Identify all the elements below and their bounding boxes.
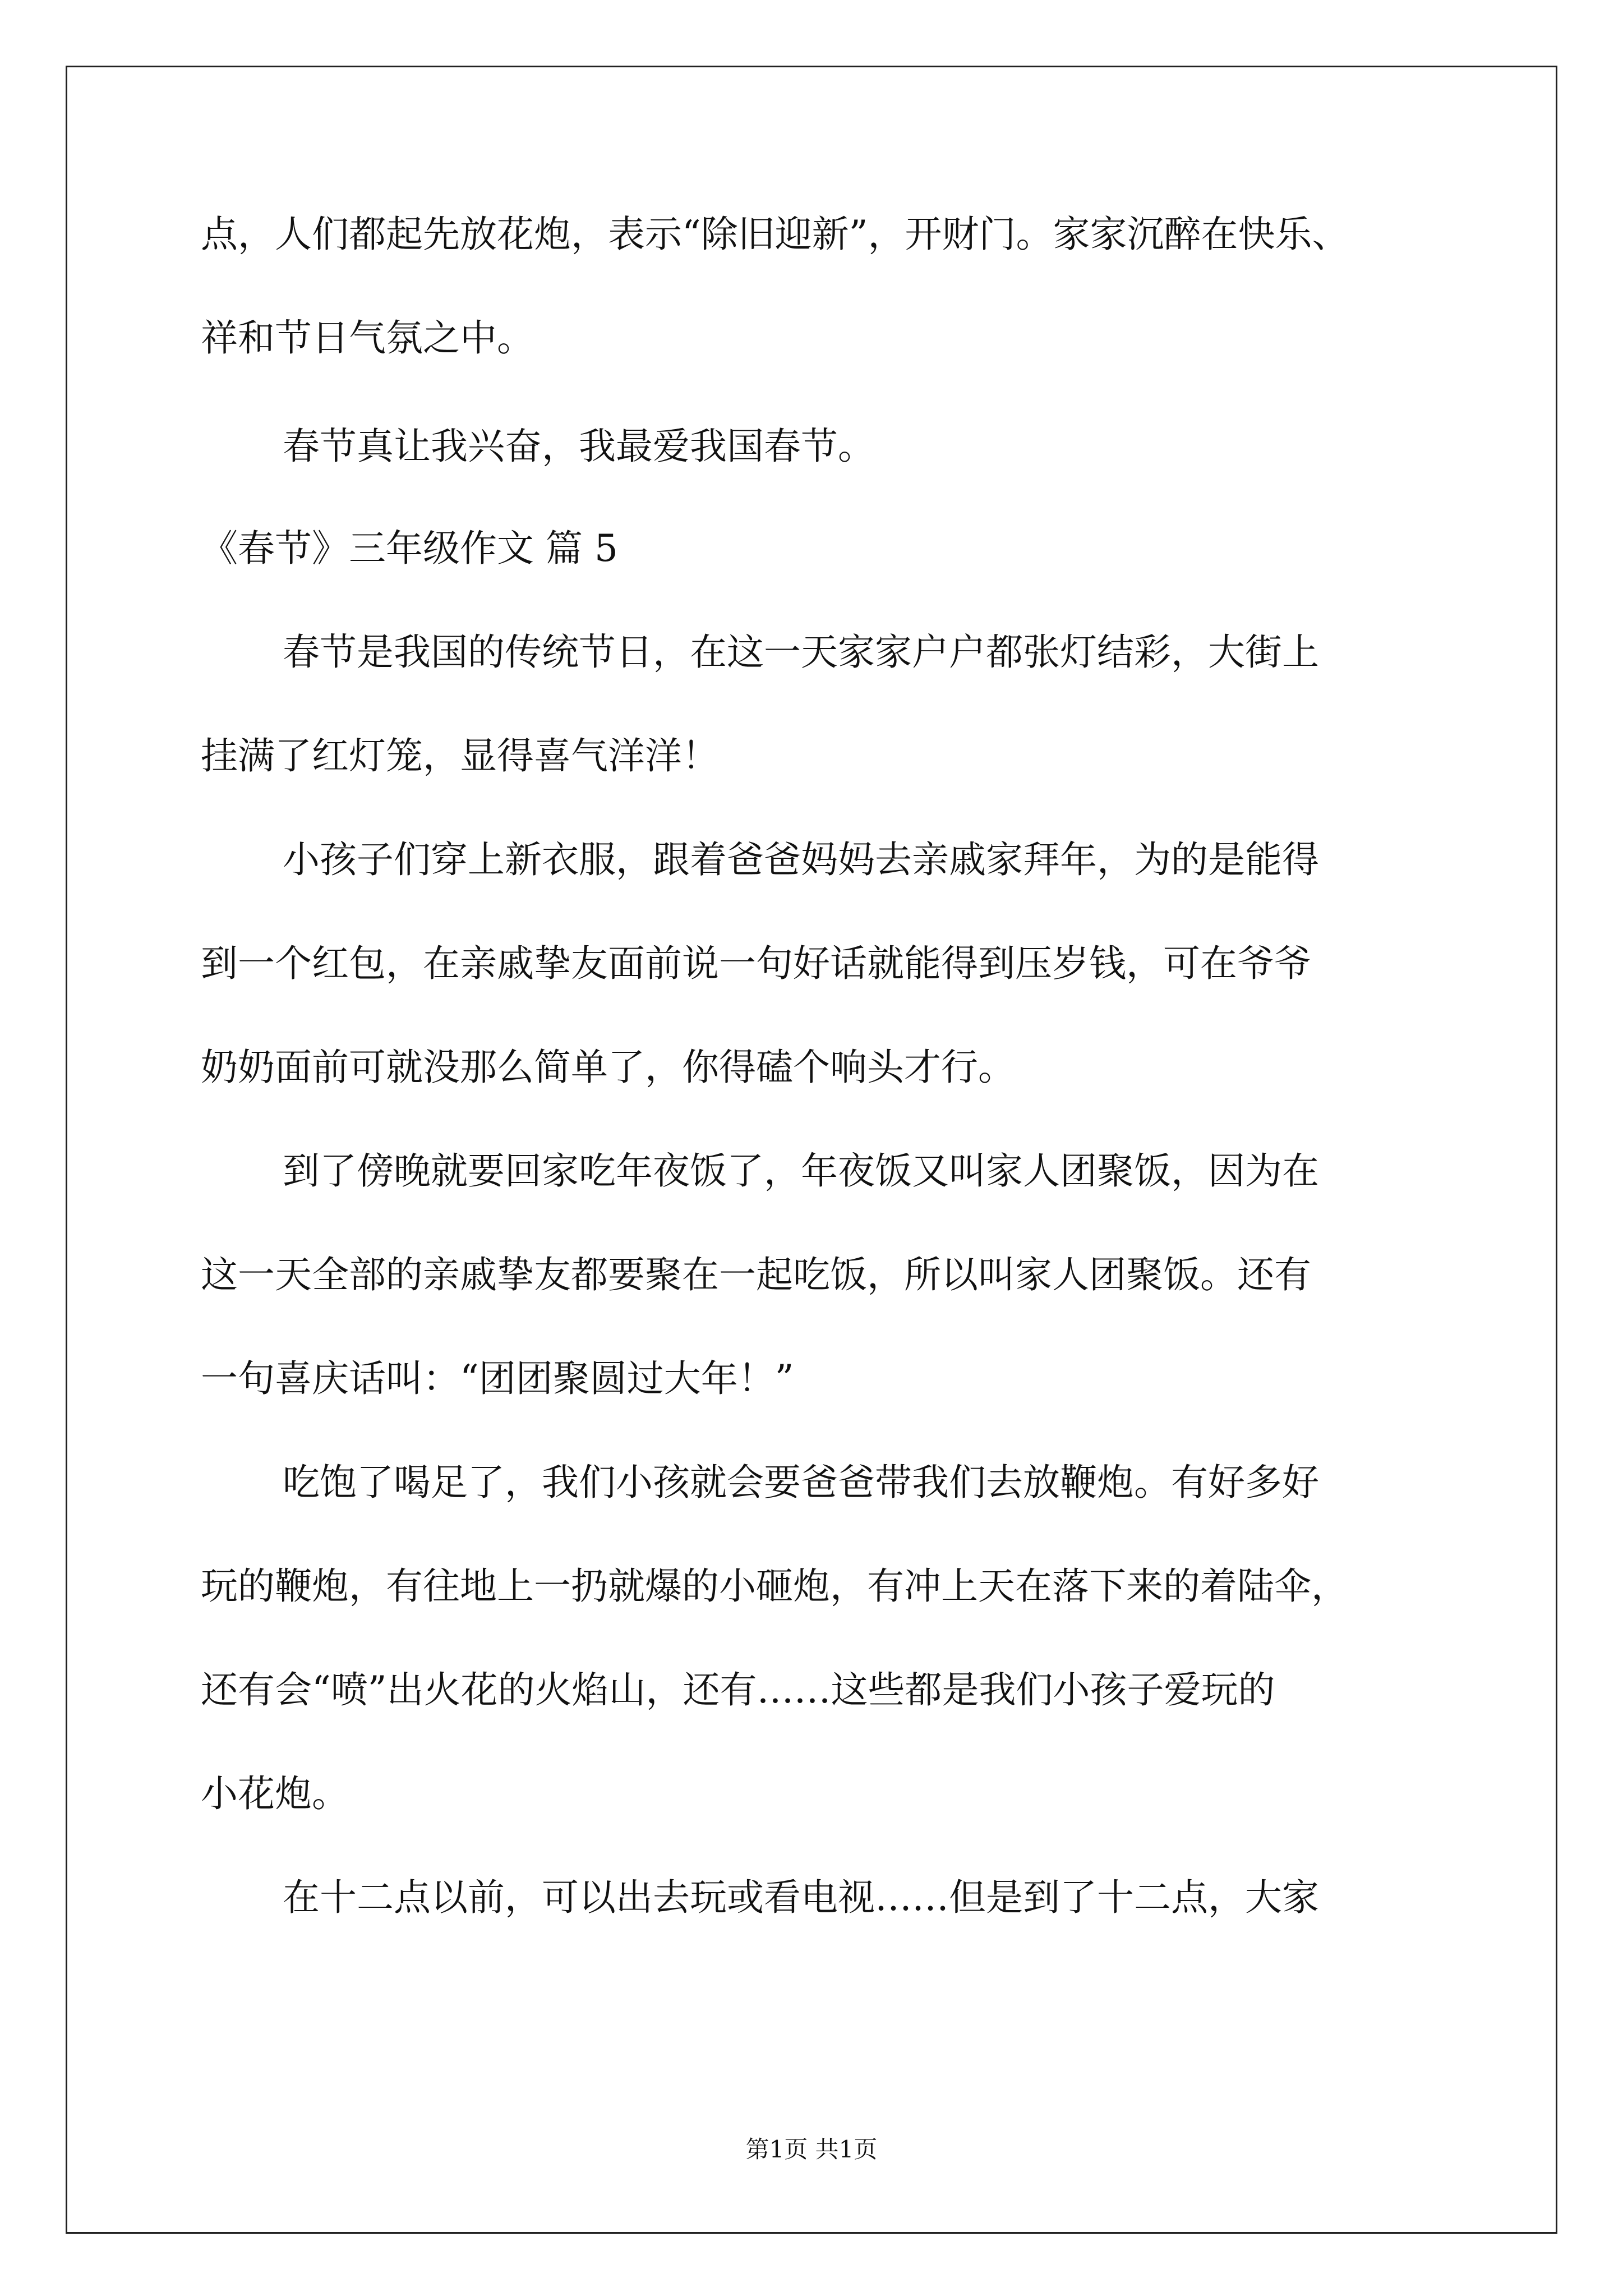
- paragraph-line: 吃饱了喝足了，我们小孩就会要爸爸带我们去放鞭炮。有好多好: [283, 1461, 1319, 1504]
- paragraph-line: 到一个红包，在亲戚挚友面前说一句好话就能得到压岁钱，可在爷爷: [201, 942, 1311, 985]
- paragraph-line: 到了傍晚就要回家吃年夜饭了，年夜饭又叫家人团聚饭，因为在: [283, 1149, 1319, 1193]
- paragraph-line: 挂满了红灯笼，显得喜气洋洋！: [201, 734, 719, 777]
- paragraph-line: 小孩子们穿上新衣服，跟着爸爸妈妈去亲戚家拜年，为的是能得: [283, 838, 1319, 881]
- paragraph-line: 春节真让我兴奋，我最爱我国春节。: [283, 425, 875, 468]
- section-heading: 《春节》三年级作文 篇 5: [201, 527, 618, 570]
- paragraph-line: 还有会“喷”出火花的火焰山，还有……这些都是我们小孩子爱玩的: [201, 1668, 1275, 1711]
- paragraph-line: 点，人们都起先放花炮，表示“除旧迎新”，开财门。家家沉醉在快乐、: [201, 213, 1349, 256]
- paragraph-line: 小花炮。: [201, 1772, 349, 1815]
- paragraph-line: 这一天全部的亲戚挚友都要聚在一起吃饭，所以叫家人团聚饭。还有: [201, 1253, 1311, 1296]
- paragraph-line: 春节是我国的传统节日，在这一天家家户户都张灯结彩，大街上: [283, 631, 1319, 674]
- paragraph-line: 一句喜庆话叫：“团团聚圆过大年！”: [201, 1357, 794, 1400]
- paragraph-line: 祥和节日气氛之中。: [201, 316, 534, 360]
- page-number-footer: 第1页 共1页: [745, 2136, 878, 2163]
- paragraph-line: 奶奶面前可就没那么简单了，你得磕个响头才行。: [201, 1046, 1015, 1089]
- paragraph-line: 玩的鞭炮，有往地上一扔就爆的小砸炮，有冲上天在落下来的着陆伞，: [201, 1565, 1348, 1608]
- paragraph-line: 在十二点以前，可以出去玩或看电视……但是到了十二点，大家: [283, 1876, 1319, 1919]
